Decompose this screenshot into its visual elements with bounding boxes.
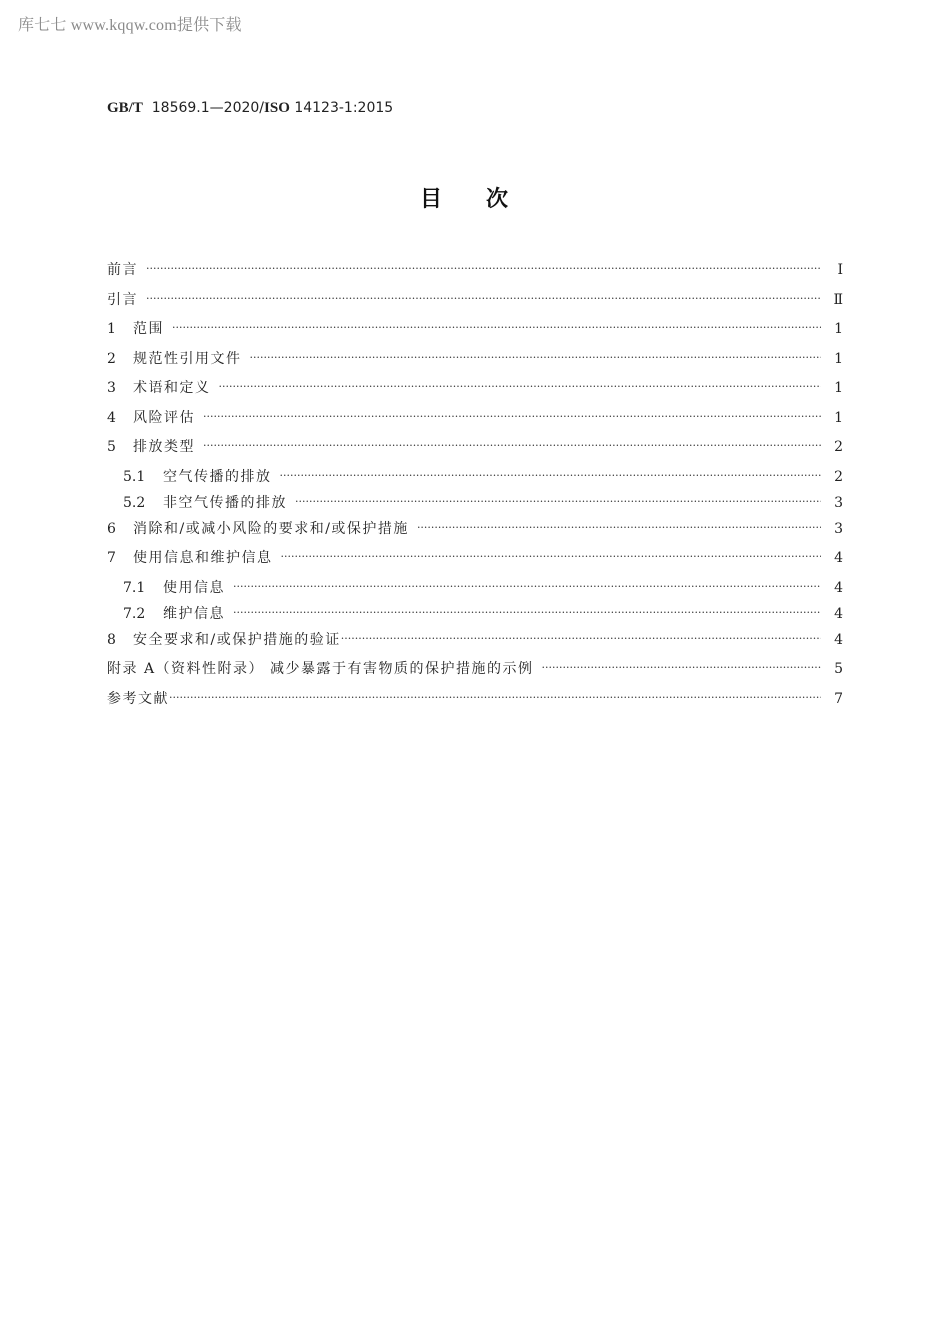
toc-number: 7.2	[123, 605, 146, 622]
toc-page: 4	[834, 579, 843, 596]
toc-entry-7-1[interactable]	[107, 576, 843, 602]
toc-number: 5	[107, 439, 116, 455]
toc-number: 7.1	[123, 579, 146, 596]
toc-entry-introduction[interactable]	[107, 288, 843, 318]
dot-leader	[233, 601, 821, 625]
toc-page: Ⅰ	[837, 262, 843, 278]
toc-page: 2	[834, 439, 843, 455]
dot-leader	[417, 516, 821, 540]
dot-leader	[219, 375, 822, 399]
toc-page: Ⅱ	[833, 291, 843, 308]
toc-entry-foreword[interactable]	[107, 258, 843, 288]
table-of-contents	[107, 258, 843, 716]
toc-label: 使用信息和维护信息	[133, 550, 273, 566]
page-title: 目次	[419, 187, 552, 212]
toc-entry-6[interactable]	[107, 517, 843, 547]
toc-entry-8[interactable]	[107, 628, 843, 658]
toc-page: 3	[834, 520, 843, 537]
toc-label: 引言	[107, 291, 138, 308]
toc-label: 使用信息	[163, 579, 225, 596]
toc-page: 1	[834, 350, 843, 367]
dot-leader	[281, 545, 822, 569]
toc-number: 7	[107, 550, 116, 566]
toc-label: 参考文献	[107, 690, 169, 707]
dot-leader	[233, 575, 821, 599]
iso-number: 14123-1:2015	[294, 100, 394, 116]
toc-label: 非空气传播的排放	[163, 494, 287, 511]
dot-leader	[146, 287, 821, 311]
dot-leader	[542, 656, 821, 680]
toc-label: 维护信息	[163, 605, 225, 622]
toc-page: 1	[834, 380, 843, 396]
toc-number: 3	[107, 380, 116, 396]
toc-label: 附录 A（资料性附录） 减少暴露于有害物质的保护措施的示例	[107, 661, 534, 677]
dot-leader	[146, 257, 821, 281]
toc-entry-1[interactable]	[107, 317, 843, 347]
toc-page: 4	[834, 550, 843, 566]
toc-entry-5-1[interactable]	[107, 465, 843, 491]
standard-prefix: GB/T	[107, 100, 143, 116]
toc-entry-7-2[interactable]	[107, 602, 843, 628]
standard-number: 18569.1—2020/	[151, 100, 265, 116]
toc-number: 2	[107, 350, 116, 367]
toc-number: 1	[107, 321, 116, 337]
toc-entry-5[interactable]	[107, 435, 843, 465]
dot-leader	[280, 464, 822, 488]
dot-leader	[203, 434, 821, 458]
dot-leader	[172, 316, 821, 340]
toc-number: 5.2	[123, 494, 146, 511]
toc-page: 4	[834, 605, 843, 622]
dot-leader	[250, 346, 822, 370]
dot-leader	[295, 490, 821, 514]
toc-label: 排放类型	[133, 439, 195, 455]
toc-number: 4	[107, 409, 116, 426]
toc-entry-5-2[interactable]	[107, 491, 843, 517]
toc-page: 2	[834, 468, 843, 485]
toc-label: 安全要求和/或保护措施的验证	[133, 631, 341, 648]
dot-leader	[203, 405, 821, 429]
toc-entry-4[interactable]	[107, 406, 843, 436]
toc-entry-2[interactable]	[107, 347, 843, 377]
toc-label: 风险评估	[133, 409, 195, 426]
dot-leader	[341, 627, 821, 651]
toc-page: 1	[834, 321, 843, 337]
toc-label: 术语和定义	[133, 380, 211, 396]
toc-number: 8	[107, 631, 116, 648]
toc-entry-annex-a[interactable]	[107, 657, 843, 687]
toc-entry-7[interactable]	[107, 546, 843, 576]
toc-number: 6	[107, 520, 116, 537]
toc-page: 7	[834, 690, 843, 707]
toc-page: 4	[834, 631, 843, 648]
toc-label: 空气传播的排放	[163, 468, 272, 485]
toc-entry-bibliography[interactable]	[107, 687, 843, 717]
dot-leader	[169, 686, 821, 710]
iso-prefix: ISO	[264, 100, 290, 116]
toc-label: 范围	[133, 321, 164, 337]
toc-page: 1	[834, 409, 843, 426]
toc-number: 5.1	[123, 468, 146, 485]
toc-entry-3[interactable]	[107, 376, 843, 406]
watermark-text: 库七七 www.kqqw.com提供下载	[18, 17, 242, 34]
toc-page: 3	[834, 494, 843, 511]
toc-page: 5	[834, 661, 843, 677]
toc-label: 消除和/或减小风险的要求和/或保护措施	[133, 520, 409, 537]
toc-label: 前言	[107, 262, 138, 278]
toc-label: 规范性引用文件	[133, 350, 242, 367]
standard-header	[107, 100, 393, 117]
